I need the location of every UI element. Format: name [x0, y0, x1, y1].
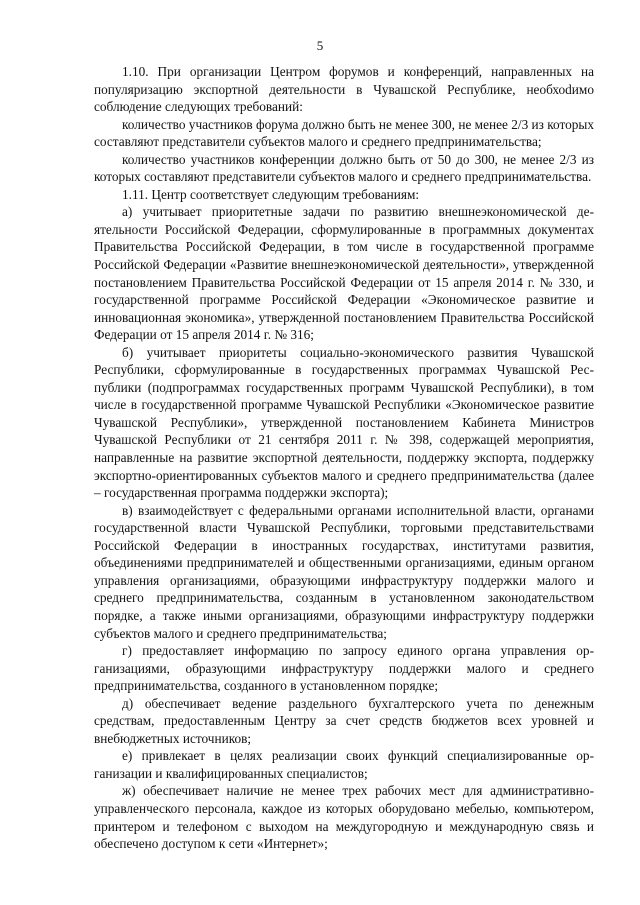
paragraph-item-zh: ж) обеспечивает наличие не менее трех рабочих мест для административно-управленческого персонала, каждое из которых оборудовано мебелью, компьютером, принтером и телефоном с выходом на междугородную и международную связь и обеспечено доступом к сети «Интернет»; — [94, 783, 594, 852]
paragraph-item-a: а) учитывает приоритетные задачи по развитию внешнеэкономической деятельности Российской Федерации, сформулированные в программных документах Правительства Российской Федерации, в том числе в государственной программе Российской Федерации «Развитие внешнеэкономической деятельности», утвержденной постановлением Правительства Российской Федерации от 15 апреля 2014 г. № 330, и государственной программе Российской Федерации «Экономическое развитие и инновационная экономика», утвержденной постановлением Правительства Российской Федерации от 15 апреля 2014 г. № 316; — [94, 204, 594, 343]
paragraph-conference-requirement: количество участников конференции должно быть от 50 до 300, не менее 2/3 из которых составляют представители субъектов малого и среднего предпринимательства. — [94, 151, 594, 185]
paragraph-item-d: д) обеспечивает ведение раздельного бухгалтерского учета по денежным средствам, предоставленным Центру за счет средств бюджетов всех уровней и внебюджетных источников; — [94, 695, 594, 746]
paragraph-item-b: б) учитывает приоритеты социально-экономического развития Чувашской Республики, сформулированные в государственных программах Чувашской Республики (подпрограммах государственных программ Чувашской Республики), в том числе в государственной программе Чувашской Республики «Экономическое развитие Чувашской Республики», утвержденной постановлением Кабинета Министров Чувашской Республики от 21 сентября 2011 г. № 398, содержащей мероприятия, направленные на развитие экспортной деятельности, поддержку экспорта, поддержку экспортно-ориентированных субъектов малого и среднего предпринимательства (далее – государственная программа поддержки экспорта); — [94, 344, 594, 501]
paragraph-item-g: г) предоставляет информацию по запросу единого органа управления организациями, образующими инфраструктуру поддержки малого и среднего предпринимательства, созданного в установленном порядке; — [94, 643, 594, 694]
paragraph-item-v: в) взаимодействует с федеральными органами исполнительной власти, органами государственной власти Чувашской Республики, торговыми представительствами Российской Федерации в иностранных государствах, институтами развития, объединениями предпринимателей и общественными организациями, единым органом управления организациями, образующими инфраструктуру поддержки малого и среднего предпринимательства, созданным в установленном законодательством порядке, а также иными организациями, образующими инфраструктуру поддержки субъектов малого и среднего предпринимательства; — [94, 502, 594, 641]
paragraph-forum-requirement: количество участников форума должно быть не менее 300, не менее 2/3 из которых составляют представители субъектов малого и среднего предпринимательства; — [94, 116, 595, 150]
document-body — [94, 63, 594, 853]
paragraph-item-e: е) привлекает в целях реализации своих функций специализированные организации и квалифицированных специалистов; — [94, 748, 594, 781]
paragraph-1-10: 1.10. При организации Центром форумов и конференций, направленных на популяризацию экспортной деятельности в Чувашской Республике, необхоdимо соблюдение следующих требований: — [94, 64, 594, 115]
page-number: 5 — [316, 38, 324, 53]
paragraph-1-11: 1.11. Центр соответствует следующим требованиям: — [122, 186, 420, 202]
